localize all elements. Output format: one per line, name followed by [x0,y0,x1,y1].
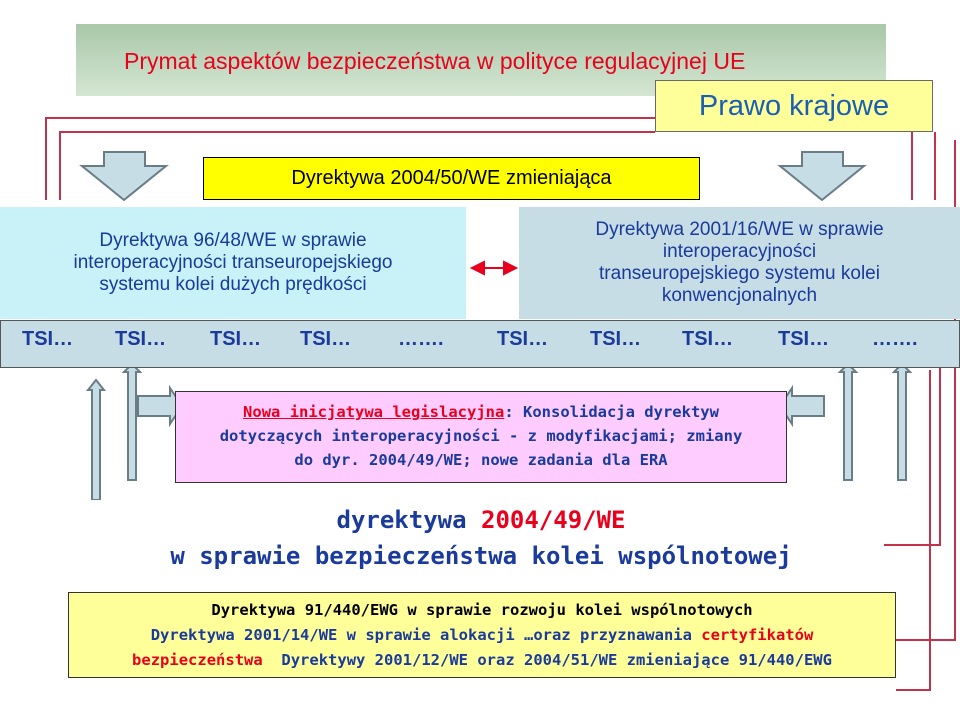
nowa-inicjatywa-box [175,391,787,483]
vertical-arrow-1 [88,380,104,500]
page-title: Prymat aspektów bezpieczeństwa w polityce regulacyjnej UE [124,48,746,74]
left-box-line1: Dyrektywa 96/48/WE w sprawie [99,230,367,251]
left-box-line2: interoperacyjności transeuropejskiego [73,252,393,273]
bottom-line1: Dyrektywa 91/440/EWG w sprawie rozwoju kolei wspólnotowych [211,601,753,619]
bottom-line3-red: bezpieczeństwa [132,651,263,669]
bottom-line2 [69,623,895,648]
dyrektywa-2004-50-label: Dyrektywa 2004/50/WE zmieniająca [291,167,612,189]
bottom-line3-main: Dyrektywy 2001/12/WE oraz 2004/51/WE zmieniające 91/440/EWG [262,651,832,669]
bezp-line1 [78,506,884,534]
right-box-line3: transeuropejskiego systemu kolei [599,263,880,284]
vertical-arrow-4 [894,364,910,480]
nowa-line1-rest: : Konsolidacja dyrektyw [504,403,719,421]
tsi-item: TSI… [682,328,734,350]
tsi-ellipsis: ……. [872,328,918,350]
bezp-line1-prefix: dyrektywa [336,506,481,534]
bottom-line2-red: certyfikatów [701,626,814,644]
double-arrow-head-right [504,262,516,274]
nowa-inicjatywa-red: Nowa inicjatywa legislacyjna [243,403,505,421]
bezp-line2: w sprawie bezpieczeństwa kolei wspólnotowej [170,542,792,570]
vertical-arrow-2 [124,364,140,480]
double-arrow-head-left [472,262,484,274]
tsi-item: TSI… [210,328,262,350]
tsi-item: TSI… [590,328,642,350]
down-arrow-left [82,152,166,200]
tsi-item: TSI… [778,328,830,350]
down-arrow-right [780,152,864,200]
other-directives-box [68,592,896,678]
vertical-arrow-3 [840,364,856,480]
left-box-line3: systemu kolei dużych prędkości [99,274,367,295]
right-box-line1: Dyrektywa 2001/16/WE w sprawie [595,219,884,240]
dyrektywa-2004-49-box [78,500,884,582]
prawo-krajowe-label: Prawo krajowe [698,89,890,122]
bottom-line2-main: Dyrektywa 2001/14/WE w sprawie alokacji …oraz przyznawania [150,626,702,644]
nowa-line1 [176,400,786,424]
right-box-line4: konwencjonalnych [661,285,818,306]
prawo-krajowe-box [655,80,933,132]
nowa-line3: do dyr. 2004/49/WE; nowe zadania dla ERA [294,451,668,469]
bottom-line3 [69,648,895,673]
bezp-line1-number: 2004/49/WE [481,506,626,534]
tsi-item: TSI… [300,328,352,350]
nowa-line2: dotyczących interoperacyjności - z modyfikacjami; zmiany [219,427,743,445]
dyrektywa-2004-50-box [203,157,700,200]
right-box-line2: interoperacyjności [662,241,817,262]
dyrektywa-96-48-box [0,207,466,319]
feedback-line-bottom-mid [884,360,940,545]
tsi-ellipsis: ……. [398,328,444,350]
dyrektywa-2001-16-box [519,207,960,319]
tsi-item: TSI… [115,328,167,350]
tsi-item: TSI… [22,328,74,350]
tsi-item: TSI… [497,328,549,350]
